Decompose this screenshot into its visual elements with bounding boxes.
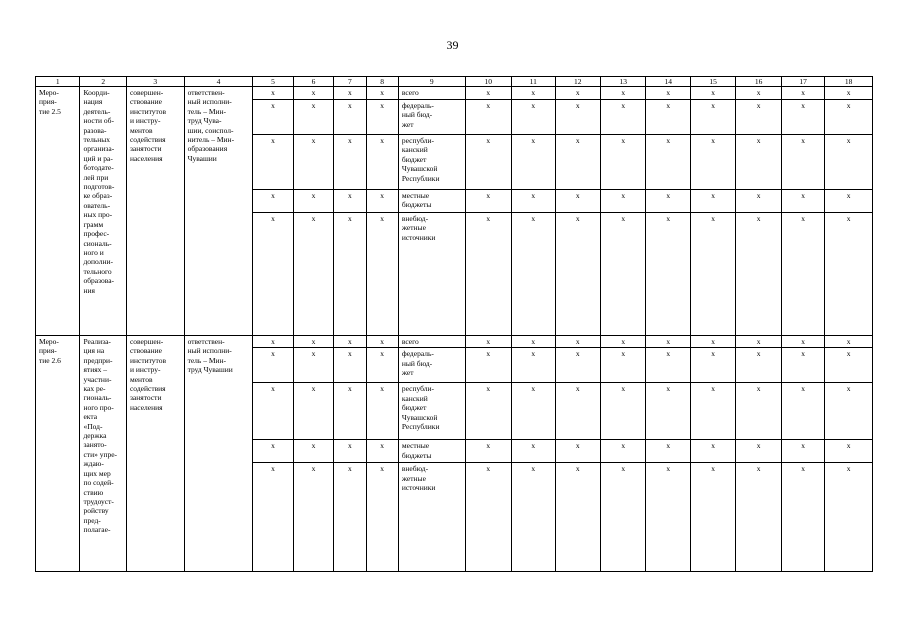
x-mark-cell: x <box>555 336 600 348</box>
x-mark-cell: x <box>825 100 873 135</box>
funding-source: федераль- ный бюд- жет <box>398 100 465 135</box>
funding-source: всего <box>398 87 465 100</box>
x-mark-cell: x <box>781 213 824 336</box>
x-mark-cell: x <box>555 87 600 100</box>
x-mark-cell: x <box>600 87 645 100</box>
x-mark-cell: x <box>512 440 555 463</box>
column-header: 9 <box>398 77 465 87</box>
x-mark-cell: x <box>781 463 824 572</box>
x-mark-cell: x <box>512 135 555 190</box>
column-header: 4 <box>184 77 253 87</box>
x-mark-cell: x <box>555 135 600 190</box>
x-mark-cell: x <box>600 213 645 336</box>
x-mark-cell: x <box>781 100 824 135</box>
column-header: 11 <box>512 77 555 87</box>
x-mark-cell: x <box>781 348 824 383</box>
x-mark-cell: x <box>825 463 873 572</box>
x-mark-cell: x <box>512 87 555 100</box>
table-row <box>36 87 873 100</box>
x-mark-cell: x <box>646 348 690 383</box>
x-mark-cell: x <box>465 336 512 348</box>
column-header: 8 <box>366 77 398 87</box>
x-mark-cell: x <box>736 336 781 348</box>
x-mark-cell: x <box>293 87 333 100</box>
x-mark-cell: x <box>646 463 690 572</box>
x-mark-cell: x <box>781 383 824 440</box>
x-mark-cell: x <box>334 135 366 190</box>
x-mark-cell: x <box>736 135 781 190</box>
x-mark-cell: x <box>646 440 690 463</box>
x-mark-cell: x <box>366 348 398 383</box>
x-mark-cell: x <box>781 190 824 213</box>
x-mark-cell: x <box>366 213 398 336</box>
table-row <box>36 336 873 348</box>
x-mark-cell: x <box>293 383 333 440</box>
x-mark-cell: x <box>600 100 645 135</box>
x-mark-cell: x <box>366 100 398 135</box>
x-mark-cell: x <box>600 383 645 440</box>
x-mark-cell: x <box>334 348 366 383</box>
x-mark-cell: x <box>781 135 824 190</box>
x-mark-cell: x <box>253 190 293 213</box>
x-mark-cell: x <box>825 440 873 463</box>
column-header: 18 <box>825 77 873 87</box>
x-mark-cell: x <box>825 213 873 336</box>
column-header: 16 <box>736 77 781 87</box>
x-mark-cell: x <box>253 383 293 440</box>
x-mark-cell: x <box>600 440 645 463</box>
x-mark-cell: x <box>512 336 555 348</box>
x-mark-cell: x <box>465 463 512 572</box>
measure-name: Реализа- ция на предпри- ятиях – участни- ках ре- гиональ- ного про- екта «Под- держка занято- сти» упре- ждаю- щих мер по содей- ствию трудоуст- ройству пред- полагае- <box>80 336 127 572</box>
x-mark-cell: x <box>690 348 735 383</box>
x-mark-cell: x <box>690 463 735 572</box>
column-header: 2 <box>80 77 127 87</box>
x-mark-cell: x <box>690 383 735 440</box>
x-mark-cell: x <box>334 100 366 135</box>
x-mark-cell: x <box>293 100 333 135</box>
x-mark-cell: x <box>512 100 555 135</box>
x-mark-cell: x <box>366 135 398 190</box>
x-mark-cell: x <box>646 190 690 213</box>
funding-source: федераль- ный бюд- жет <box>398 348 465 383</box>
measure-goal: совершен- ствование институтов и инстру- ментов содействия занятости населения <box>126 336 184 572</box>
x-mark-cell: x <box>600 135 645 190</box>
x-mark-cell: x <box>555 100 600 135</box>
x-mark-cell: x <box>736 87 781 100</box>
x-mark-cell: x <box>465 100 512 135</box>
column-header: 3 <box>126 77 184 87</box>
funding-source: внебюд- жетные источники <box>398 463 465 572</box>
x-mark-cell: x <box>690 213 735 336</box>
x-mark-cell: x <box>334 463 366 572</box>
x-mark-cell: x <box>555 463 600 572</box>
x-mark-cell: x <box>293 348 333 383</box>
column-header: 6 <box>293 77 333 87</box>
x-mark-cell: x <box>253 87 293 100</box>
measure-executor: ответствен- ный исполни- тель – Мин- труд Чувашии <box>184 336 253 572</box>
measure-code: Меро- прия- тие 2.5 <box>36 87 80 336</box>
column-header: 14 <box>646 77 690 87</box>
measure-goal: совершен- ствование институтов и инстру- ментов содействия занятости населения <box>126 87 184 336</box>
x-mark-cell: x <box>334 213 366 336</box>
x-mark-cell: x <box>781 87 824 100</box>
x-mark-cell: x <box>366 383 398 440</box>
x-mark-cell: x <box>690 87 735 100</box>
x-mark-cell: x <box>366 463 398 572</box>
x-mark-cell: x <box>512 463 555 572</box>
x-mark-cell: x <box>293 336 333 348</box>
x-mark-cell: x <box>293 135 333 190</box>
x-mark-cell: x <box>334 336 366 348</box>
x-mark-cell: x <box>555 213 600 336</box>
x-mark-cell: x <box>690 190 735 213</box>
x-mark-cell: x <box>253 100 293 135</box>
x-mark-cell: x <box>366 190 398 213</box>
x-mark-cell: x <box>512 213 555 336</box>
measure-executor: ответствен- ный исполни- тель – Мин- труд Чува- шии, соиспол- нитель – Мин- образования Чувашии <box>184 87 253 336</box>
x-mark-cell: x <box>600 463 645 572</box>
x-mark-cell: x <box>646 135 690 190</box>
column-header: 7 <box>334 77 366 87</box>
x-mark-cell: x <box>465 348 512 383</box>
x-mark-cell: x <box>512 348 555 383</box>
x-mark-cell: x <box>690 336 735 348</box>
x-mark-cell: x <box>465 135 512 190</box>
column-header: 5 <box>253 77 293 87</box>
x-mark-cell: x <box>555 348 600 383</box>
x-mark-cell: x <box>736 100 781 135</box>
x-mark-cell: x <box>825 87 873 100</box>
x-mark-cell: x <box>736 348 781 383</box>
funding-source: местные бюджеты <box>398 190 465 213</box>
x-mark-cell: x <box>690 440 735 463</box>
x-mark-cell: x <box>555 440 600 463</box>
x-mark-cell: x <box>736 463 781 572</box>
x-mark-cell: x <box>690 135 735 190</box>
x-mark-cell: x <box>293 440 333 463</box>
funding-source: республи- канский бюджет Чувашской Республики <box>398 135 465 190</box>
x-mark-cell: x <box>253 213 293 336</box>
x-mark-cell: x <box>253 348 293 383</box>
funding-source: всего <box>398 336 465 348</box>
measure-code: Меро- прия- тие 2.6 <box>36 336 80 572</box>
x-mark-cell: x <box>736 440 781 463</box>
x-mark-cell: x <box>334 87 366 100</box>
x-mark-cell: x <box>600 336 645 348</box>
measures-table <box>35 76 873 572</box>
x-mark-cell: x <box>646 336 690 348</box>
x-mark-cell: x <box>825 383 873 440</box>
x-mark-cell: x <box>646 213 690 336</box>
column-header: 10 <box>465 77 512 87</box>
x-mark-cell: x <box>555 383 600 440</box>
column-header: 12 <box>555 77 600 87</box>
column-header: 13 <box>600 77 645 87</box>
x-mark-cell: x <box>825 348 873 383</box>
x-mark-cell: x <box>646 87 690 100</box>
x-mark-cell: x <box>253 135 293 190</box>
column-header: 17 <box>781 77 824 87</box>
x-mark-cell: x <box>825 190 873 213</box>
x-mark-cell: x <box>253 440 293 463</box>
x-mark-cell: x <box>736 190 781 213</box>
x-mark-cell: x <box>646 100 690 135</box>
x-mark-cell: x <box>465 190 512 213</box>
x-mark-cell: x <box>253 463 293 572</box>
x-mark-cell: x <box>366 336 398 348</box>
x-mark-cell: x <box>781 440 824 463</box>
x-mark-cell: x <box>465 87 512 100</box>
x-mark-cell: x <box>293 190 333 213</box>
measure-name: Коорди- нация деятель- ности об- разова- тельных организа- ций и ра- ботодате- лей при подготов- ке образ- ователь- ных про- грамм профес- сиональ- ного и дополни- тельного образова- ния <box>80 87 127 336</box>
x-mark-cell: x <box>555 190 600 213</box>
x-mark-cell: x <box>465 440 512 463</box>
x-mark-cell: x <box>512 190 555 213</box>
funding-source: внебюд- жетные источники <box>398 213 465 336</box>
header-row <box>36 77 873 87</box>
x-mark-cell: x <box>646 383 690 440</box>
x-mark-cell: x <box>736 213 781 336</box>
x-mark-cell: x <box>334 190 366 213</box>
x-mark-cell: x <box>253 336 293 348</box>
x-mark-cell: x <box>465 213 512 336</box>
column-header: 1 <box>36 77 80 87</box>
x-mark-cell: x <box>512 383 555 440</box>
funding-source: местные бюджеты <box>398 440 465 463</box>
x-mark-cell: x <box>334 383 366 440</box>
page-number: 39 <box>446 38 459 52</box>
x-mark-cell: x <box>293 213 333 336</box>
x-mark-cell: x <box>293 463 333 572</box>
funding-source: республи- канский бюджет Чувашской Республики <box>398 383 465 440</box>
x-mark-cell: x <box>600 348 645 383</box>
x-mark-cell: x <box>600 190 645 213</box>
x-mark-cell: x <box>825 336 873 348</box>
x-mark-cell: x <box>366 440 398 463</box>
x-mark-cell: x <box>366 87 398 100</box>
x-mark-cell: x <box>465 383 512 440</box>
x-mark-cell: x <box>736 383 781 440</box>
x-mark-cell: x <box>334 440 366 463</box>
x-mark-cell: x <box>781 336 824 348</box>
column-header: 15 <box>690 77 735 87</box>
x-mark-cell: x <box>690 100 735 135</box>
x-mark-cell: x <box>825 135 873 190</box>
